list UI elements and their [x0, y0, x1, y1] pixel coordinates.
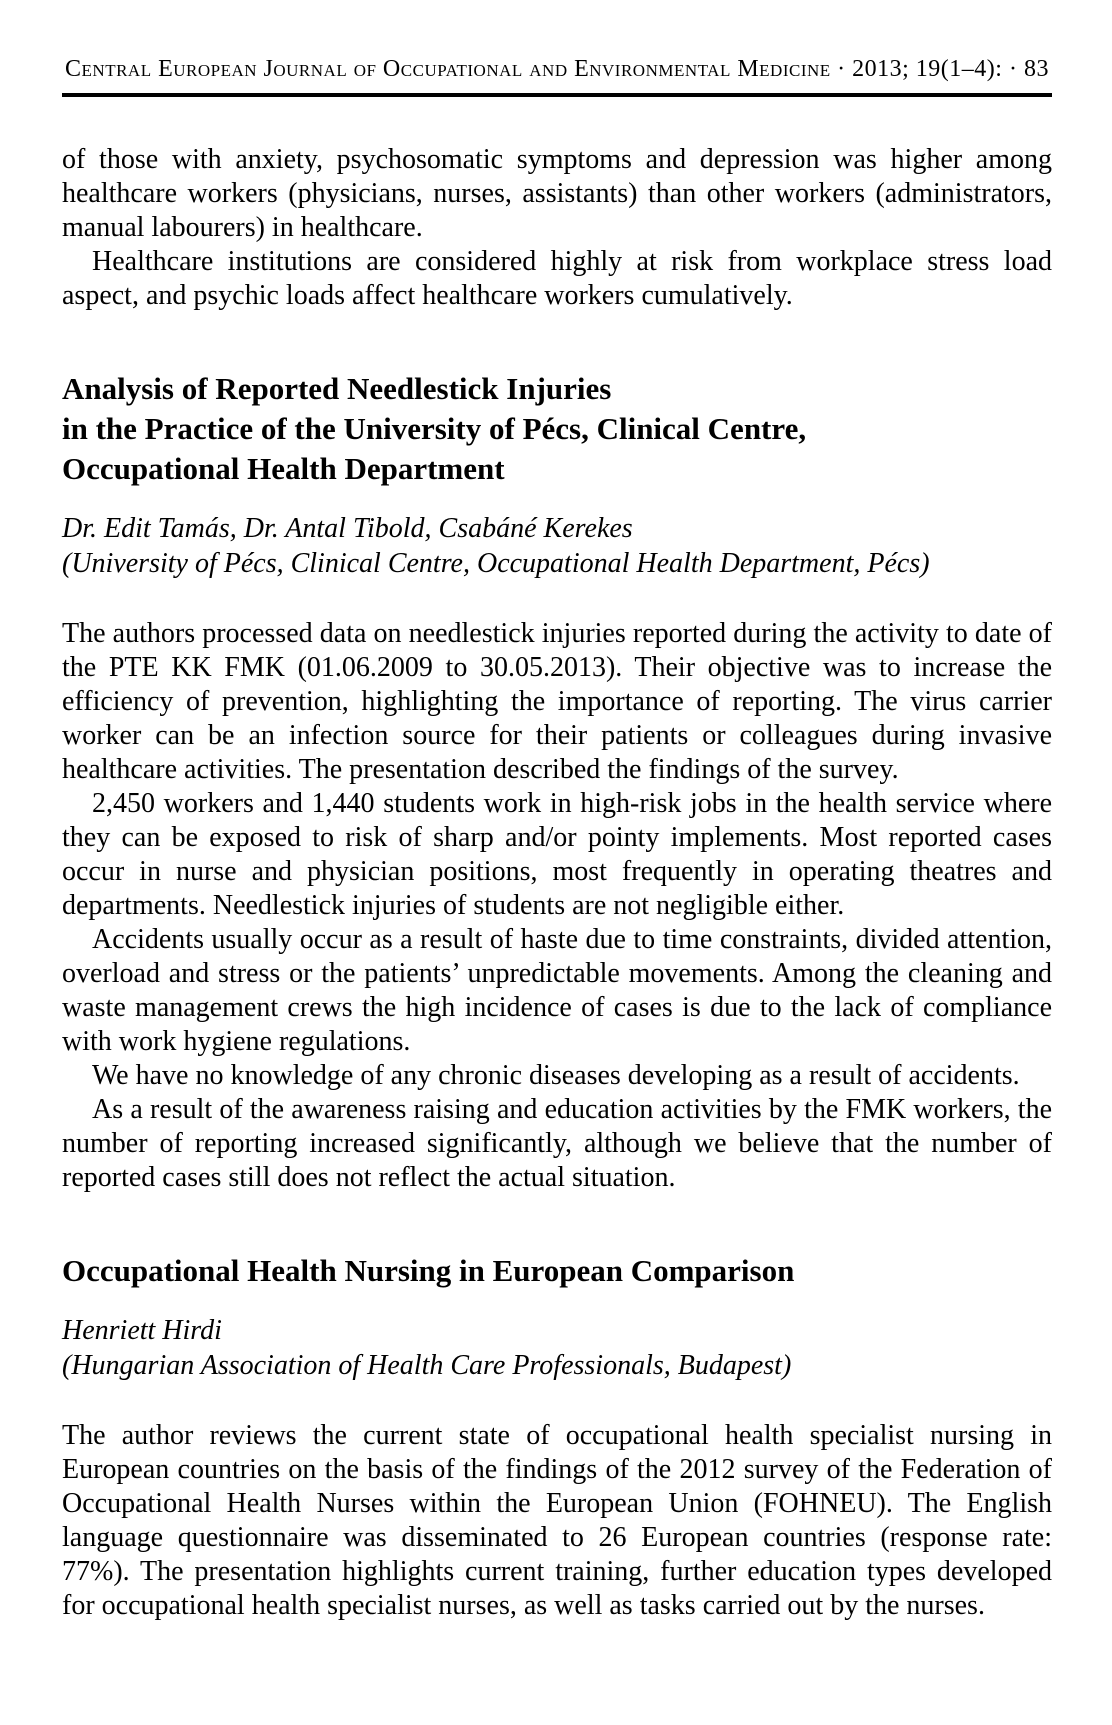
- article-health-nursing: [62, 1251, 1052, 1623]
- title-line: in the Practice of the University of Pécs, Clinical Centre,: [62, 411, 807, 446]
- byline: [62, 1313, 1052, 1383]
- title-line: Analysis of Reported Needlestick Injuries: [62, 371, 612, 406]
- article-authors: Henriett Hirdi: [62, 1315, 222, 1346]
- title-line: Occupational Health Department: [62, 451, 505, 486]
- journal-header-line: Central European Journal of Occupational and Environmental Medicine · 2013; 19(1–4): · 83: [65, 56, 1049, 82]
- header-rule: [62, 93, 1052, 97]
- article-affiliation: (Hungarian Association of Health Care Professionals, Budapest): [62, 1350, 792, 1381]
- paragraph: As a result of the awareness raising and education activities by the FMK workers, the number of reporting increased significantly, although we believe that the number of reported cases still does not reflect the actual situation.: [62, 1094, 1052, 1193]
- title-line: Occupational Health Nursing in European Comparison: [62, 1253, 795, 1288]
- paragraph: 2,450 workers and 1,440 students work in high-risk jobs in the health service where they can be exposed to risk of sharp and/or pointy implements. Most reported cases occur in nurse and physician positions, most frequently in operating theatres and departments. Needlestick injuries of students are not negligible either.: [62, 788, 1052, 921]
- byline: [62, 511, 1052, 581]
- article-authors: Dr. Edit Tamás, Dr. Antal Tibold, Csabáné Kerekes: [62, 513, 633, 544]
- intro-continued-section: [62, 143, 1052, 313]
- article-needlestick-injuries: [62, 369, 1052, 1195]
- page-body: [62, 143, 1052, 1623]
- paragraph: Healthcare institutions are considered highly at risk from workplace stress load aspect, and psychic loads affect healthcare workers cumulatively.: [62, 246, 1052, 311]
- article-title: [62, 369, 1052, 489]
- article-title: [62, 1251, 1052, 1291]
- paragraph: Accidents usually occur as a result of haste due to time constraints, divided attention, overload and stress or the patients’ unpredictable movements. Among the cleaning and waste management crews the high incidence of cases is due to the lack of compliance with work hygiene regulations.: [62, 924, 1052, 1057]
- article-affiliation: (University of Pécs, Clinical Centre, Occupational Health Department, Pécs): [62, 548, 930, 579]
- paragraph: The authors processed data on needlestick injuries reported during the activity to date of the PTE KK FMK (01.06.2009 to 30.05.2013). Their objective was to increase the efficiency of prevention, highlighting the importance of reporting. The virus carrier worker can be an infection source for their patients or colleagues during invasive healthcare activities. The presentation described the findings of the survey.: [62, 618, 1052, 785]
- page-header: [62, 55, 1052, 97]
- continued-paragraph: of those with anxiety, psychosomatic symptoms and depression was higher among healthcare workers (physicians, nurses, assistants) than other workers (administrators, manual labourers) in healthcare.: [62, 144, 1052, 243]
- paragraph: The author reviews the current state of occupational health specialist nursing in European countries on the basis of the findings of the 2012 survey of the Federation of Occupational Health Nurses within the European Union (FOHNEU). The English language questionnaire was disseminated to 26 European countries (response rate: 77%). The presentation highlights current training, further education types developed for occupational health specialist nurses, as well as tasks carried out by the nurses.: [62, 1420, 1052, 1621]
- paragraph: We have no knowledge of any chronic diseases developing as a result of accidents.: [92, 1060, 1020, 1091]
